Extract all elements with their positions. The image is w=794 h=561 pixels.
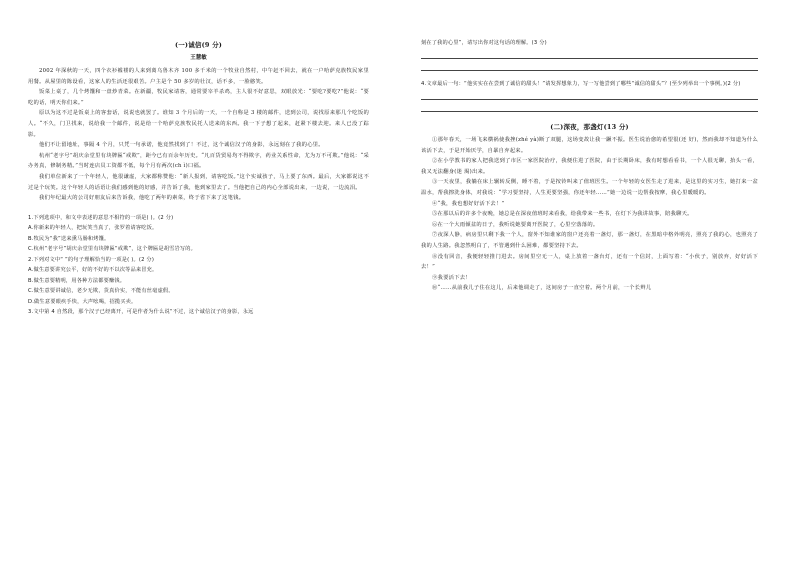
right-column xyxy=(397,0,794,561)
section-title-honesty: (一)诚信(9 分) xyxy=(174,41,223,49)
answer-line[interactable] xyxy=(421,58,758,59)
author-name: 王慧敏 xyxy=(190,55,207,61)
paragraph: 杭州“老字号”胡庆余堂里有块牌匾“戒欺”，距今已有百余年历史。“凡百货贸易均不得欺字，药业关系性命，尤为万不可欺。”他说：“采办务真，修制务精。”当时连店员工资都不低，每个月有两次(ch ì)口福。 xyxy=(28,152,369,170)
paragraph: ⑩“……从前我儿子住在这儿，后来他调走了，这间房子一直空着。两个月前，一个长辫儿 xyxy=(432,285,652,292)
paragraph: ④“我，我也想好好活下去！” xyxy=(432,200,505,207)
option-b: B.做生意要精明，用各种方法都要赚钱。 xyxy=(28,277,126,284)
option-b: B.牧民为“我”送来熏马肠和烤馕。 xyxy=(28,235,110,242)
paragraph: ⑥在一个大雨倾盆的日子，我听说她要离开医院了，心里空落落的。 xyxy=(432,221,599,228)
paragraph: 我们年纪最大的公司好朋友后来告诉我，他吃了两年的素菜，终于省下来了这笔钱。 xyxy=(39,195,245,202)
option-c: C.做生意要讲诚信，老少无欺，货真价实，不能有丝毫虚假。 xyxy=(28,288,174,295)
paragraph: 他们不让留地址，事隔 4 个月，只凭一句承诺，他竟然找到了！不过，这个诚信汉子的身影，永远刻在了我的心里。 xyxy=(39,142,324,149)
option-a: A.你新来的年轻人，把玩笑当真了，张罗着请客吃饭。 xyxy=(28,225,158,232)
question-4: 4.文章最后一句：“他实实在在尝到了诚信的甜头！”请发挥想象力，写一写他尝到了哪些“诚信的甜头”？(至少列举出一个事例。)(2 分) xyxy=(421,80,741,87)
paragraph: 饭菜上桌了，几个烤馕和一盘炒青菜。在新疆，牧民家请客，通常要宰羊杀鸡，主人很不好意思，双眼放光：“要吃?要吃?”他说：“要吃的话，明天你们来。” xyxy=(28,89,369,106)
answer-line[interactable] xyxy=(421,111,758,112)
paragraph: 原以为这不过是饭桌上的客套话，说说也就罢了。谁知 3 个月后的一天，一个自称是 3 楼的邮件，送到公司，说找原来那几个吃饭的人。“不久，门卫找来，说给我一个邮件，说是给一个哈萨克族牧民托人送来的东西。我一下子想了起来，赶紧下楼去迎。来人已没了踪影。 xyxy=(28,110,369,138)
section-title-night-lamp: (二)深夜，那盏灯(13 分) xyxy=(550,123,629,131)
paragraph: ①那年春天，一场飞来横祸使我挫(zhé yà)断了双腿，这场变故让我一蹶不振。医生说治愈的希望很(还 好)，然而我却不知道为什么该活下去，于是开始厌学，自暴自弃起来。 xyxy=(421,137,758,154)
option-c: C.杭州“老字号”胡庆余堂里有块牌匾“戒欺”，这个牌匾是胡雪岩写的。 xyxy=(28,246,197,253)
option-a: A.做生意要讲究公平，好的不好的不以次等品来冒充。 xyxy=(28,267,158,274)
paragraph: ②在小学教书的家人把我送到了市区一家医院治疗，我便住进了医院，由于长期卧床，我有时想看看书，一个人很无聊，抬头一看，我又无法翻身(迷 渴)出来。 xyxy=(421,158,758,175)
paragraph: ⑧没有回音，我便轻轻推门进去。房间里空无一人，桌上放着一盏台灯，还有一个信封，上面写着：“小伙子，别放弃，好好活下去！” xyxy=(421,253,758,271)
paragraph: ⑦夜深人静，病房里只剩下我一个人，窗外不知谁家的窗户还亮着一盏灯，那一盏灯，在黑暗中格外明亮，照亮了我的心，也照亮了我的人生路。我忽然明白了，不管遇到什么困难，都要坚持下去。 xyxy=(421,232,758,249)
question-2: 2.下列对文中“ ”的句子理解恰当的一项是( )。(2 分) xyxy=(28,256,155,263)
option-d: D.做生意要眼疾手快，大声吆喝，招揽买卖。 xyxy=(28,298,137,305)
paragraph: 我们单位新来了一个年轻人，他很谦虚，大家都称赞他：“新人报到，请客吃饭。”这个实诚孩子，马上要了东西。最后，大家都说这不过是个玩笑。这个年轻人的话语让我们感到他的好感，并告诉了我，他到家里去了。当他把自己的内心全部说出来，一边说，一边流泪。 xyxy=(28,173,369,191)
paragraph: 2002 年深秋的一天，四个衣衫褴褛的人来到离乌鲁木齐 100 多千米的一个牧业自然村，中午赶不回去，就在一户哈萨克族牧民家里用餐。从屋里的陈设看，这家人的生活还很艰苦。户主是个 50 多岁的壮汉，话不多，一脸憨笑。 xyxy=(28,68,369,85)
question-3: 3.文中第 4 自然段，那个汉子已经离开，可是作者为什么说“不过，这个诚信汉子的身影，永远 xyxy=(28,309,254,316)
question-1: 1.下列选项中，和文中表述的意思不相符的一项是( )。(2 分) xyxy=(28,214,174,221)
paragraph: ⑤在那以后的许多个夜晚，她总是在深夜值班时来看我，给我带来一些书，在灯下为我讲故事，陪我聊天。 xyxy=(432,211,693,218)
answer-line[interactable] xyxy=(421,99,758,100)
question-3-continued: 刻在了我的心里”，请写出你对这句话的理解。(3 分) xyxy=(421,40,547,46)
paragraph: ③一天夜里，我躺在床上辗转反侧，睡不着，于是按铃叫来了值班医生。一个年轻的女医生走了进来，是这里的实习生，她打来一盆温水，帮我擦洗身体，对我说：“学习要坚持，人生更要坚强，你还年轻……”她一边说一边帮我按摩，我心里暖暖的。 xyxy=(421,179,758,196)
paragraph: ⑨我要活下去！ xyxy=(432,274,471,281)
